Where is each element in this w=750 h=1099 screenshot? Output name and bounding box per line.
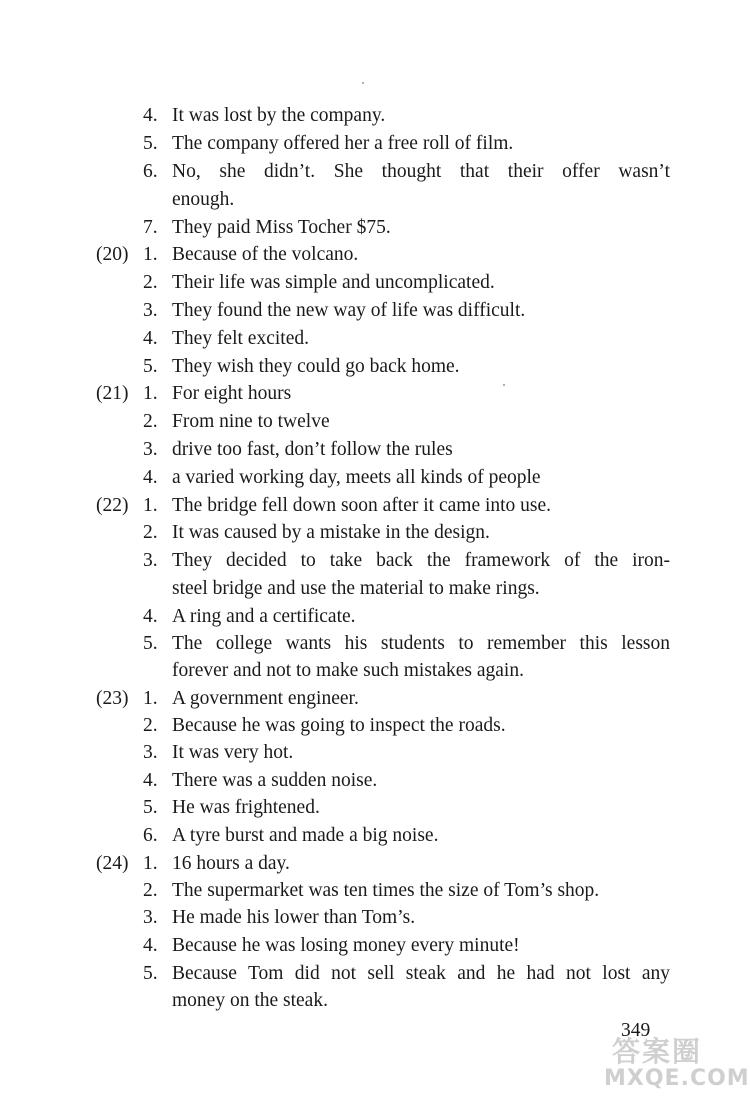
item-number: 2. [143, 411, 158, 432]
answer-line [0, 767, 750, 795]
answer-line [0, 408, 750, 436]
item-number: 5. [143, 797, 158, 818]
item-number: 4. [143, 328, 158, 349]
page-number: 349 [621, 1020, 651, 1041]
answer-line [0, 158, 750, 186]
group-label: (23) [96, 688, 129, 709]
answer-line [0, 932, 750, 960]
item-number: 6. [143, 161, 158, 182]
answer-text: 16 hours a day. [172, 853, 290, 874]
item-number: 5. [143, 963, 158, 984]
answer-line [0, 685, 750, 713]
answer-text: Because Tom did not sell steak and he had not lost any [172, 963, 670, 984]
item-number: 4. [143, 467, 158, 488]
answer-line [0, 850, 750, 878]
watermark-bottom-text: MXQE.COM [604, 1066, 750, 1091]
item-number: 1. [143, 244, 158, 265]
item-number: 1. [143, 853, 158, 874]
answer-line [0, 904, 750, 932]
answer-line [0, 241, 750, 269]
answer-line [0, 130, 750, 158]
answer-text: It was caused by a mistake in the design. [172, 522, 490, 543]
answer-text: A government engineer. [172, 688, 359, 709]
answer-line [0, 603, 750, 631]
answer-text: The college wants his students to remember this lesson [172, 633, 670, 654]
answer-text: They found the new way of life was difficult. [172, 300, 526, 321]
watermark-logo [604, 1030, 750, 1094]
answer-text: Because of the volcano. [172, 244, 359, 265]
answer-line [0, 102, 750, 130]
answer-line [0, 547, 750, 575]
answer-text: Because he was going to inspect the roads. [172, 715, 506, 736]
item-number: 2. [143, 715, 158, 736]
answer-line [0, 739, 750, 767]
answer-text: The bridge fell down soon after it came into use. [172, 495, 552, 516]
item-number: 6. [143, 825, 158, 846]
answer-text: From nine to twelve [172, 411, 330, 432]
answer-line [0, 186, 750, 214]
answer-text: forever and not to make such mistakes again. [172, 660, 524, 681]
item-number: 5. [143, 633, 158, 654]
item-number: 3. [143, 300, 158, 321]
group-label: (20) [96, 244, 129, 265]
scan-speck [362, 82, 364, 84]
answer-line [0, 519, 750, 547]
answer-text: enough. [172, 189, 235, 210]
answer-text: steel bridge and use the material to make rings. [172, 578, 540, 599]
item-number: 5. [143, 356, 158, 377]
item-number: 4. [143, 770, 158, 791]
answer-text: For eight hours [172, 383, 292, 404]
item-number: 2. [143, 272, 158, 293]
item-number: 2. [143, 522, 158, 543]
answer-text: He made his lower than Tom’s. [172, 907, 416, 928]
answer-text: A ring and a certificate. [172, 606, 356, 627]
answer-text: It was very hot. [172, 742, 294, 763]
answer-line [0, 630, 750, 658]
answer-text: Because he was losing money every minute! [172, 935, 520, 956]
answer-line [0, 325, 750, 353]
answer-text: a varied working day, meets all kinds of people [172, 467, 541, 488]
item-number: 1. [143, 383, 158, 404]
answer-text: The company offered her a free roll of film. [172, 133, 514, 154]
answer-text: They wish they could go back home. [172, 356, 460, 377]
item-number: 3. [143, 439, 158, 460]
answer-text: Their life was simple and uncomplicated. [172, 272, 495, 293]
answer-text: drive too fast, don’t follow the rules [172, 439, 453, 460]
answer-text: It was lost by the company. [172, 105, 386, 126]
answer-line [0, 380, 750, 408]
item-number: 7. [143, 217, 158, 238]
answer-text: They felt excited. [172, 328, 309, 349]
answer-line [0, 822, 750, 850]
answer-text: He was frightened. [172, 797, 320, 818]
answer-line [0, 960, 750, 988]
item-number: 4. [143, 935, 158, 956]
item-number: 3. [143, 907, 158, 928]
answer-line [0, 436, 750, 464]
answer-line [0, 575, 750, 603]
answer-line [0, 987, 750, 1015]
answer-line [0, 464, 750, 492]
answer-line [0, 214, 750, 242]
answer-text: There was a sudden noise. [172, 770, 378, 791]
answer-line [0, 877, 750, 905]
answer-line [0, 712, 750, 740]
answer-text: The supermarket was ten times the size of Tom’s shop. [172, 880, 600, 901]
item-number: 4. [143, 606, 158, 627]
group-label: (24) [96, 853, 129, 874]
answer-line [0, 269, 750, 297]
group-label: (22) [96, 495, 129, 516]
item-number: 1. [143, 688, 158, 709]
watermark-top-text: 答案圈 [612, 1035, 703, 1068]
answer-line [0, 492, 750, 520]
answer-text: They decided to take back the framework of the iron- [172, 550, 670, 571]
answer-line [0, 353, 750, 381]
item-number: 3. [143, 742, 158, 763]
answer-text: No, she didn’t. She thought that their offer wasn’t [172, 161, 670, 182]
answer-line [0, 794, 750, 822]
answer-line [0, 657, 750, 685]
group-label: (21) [96, 383, 129, 404]
item-number: 3. [143, 550, 158, 571]
item-number: 2. [143, 880, 158, 901]
answer-text: They paid Miss Tocher $75. [172, 217, 391, 238]
item-number: 4. [143, 105, 158, 126]
item-number: 1. [143, 495, 158, 516]
answer-line [0, 297, 750, 325]
answer-text: A tyre burst and made a big noise. [172, 825, 439, 846]
scan-speck [503, 384, 505, 386]
item-number: 5. [143, 133, 158, 154]
answer-text: money on the steak. [172, 990, 328, 1011]
